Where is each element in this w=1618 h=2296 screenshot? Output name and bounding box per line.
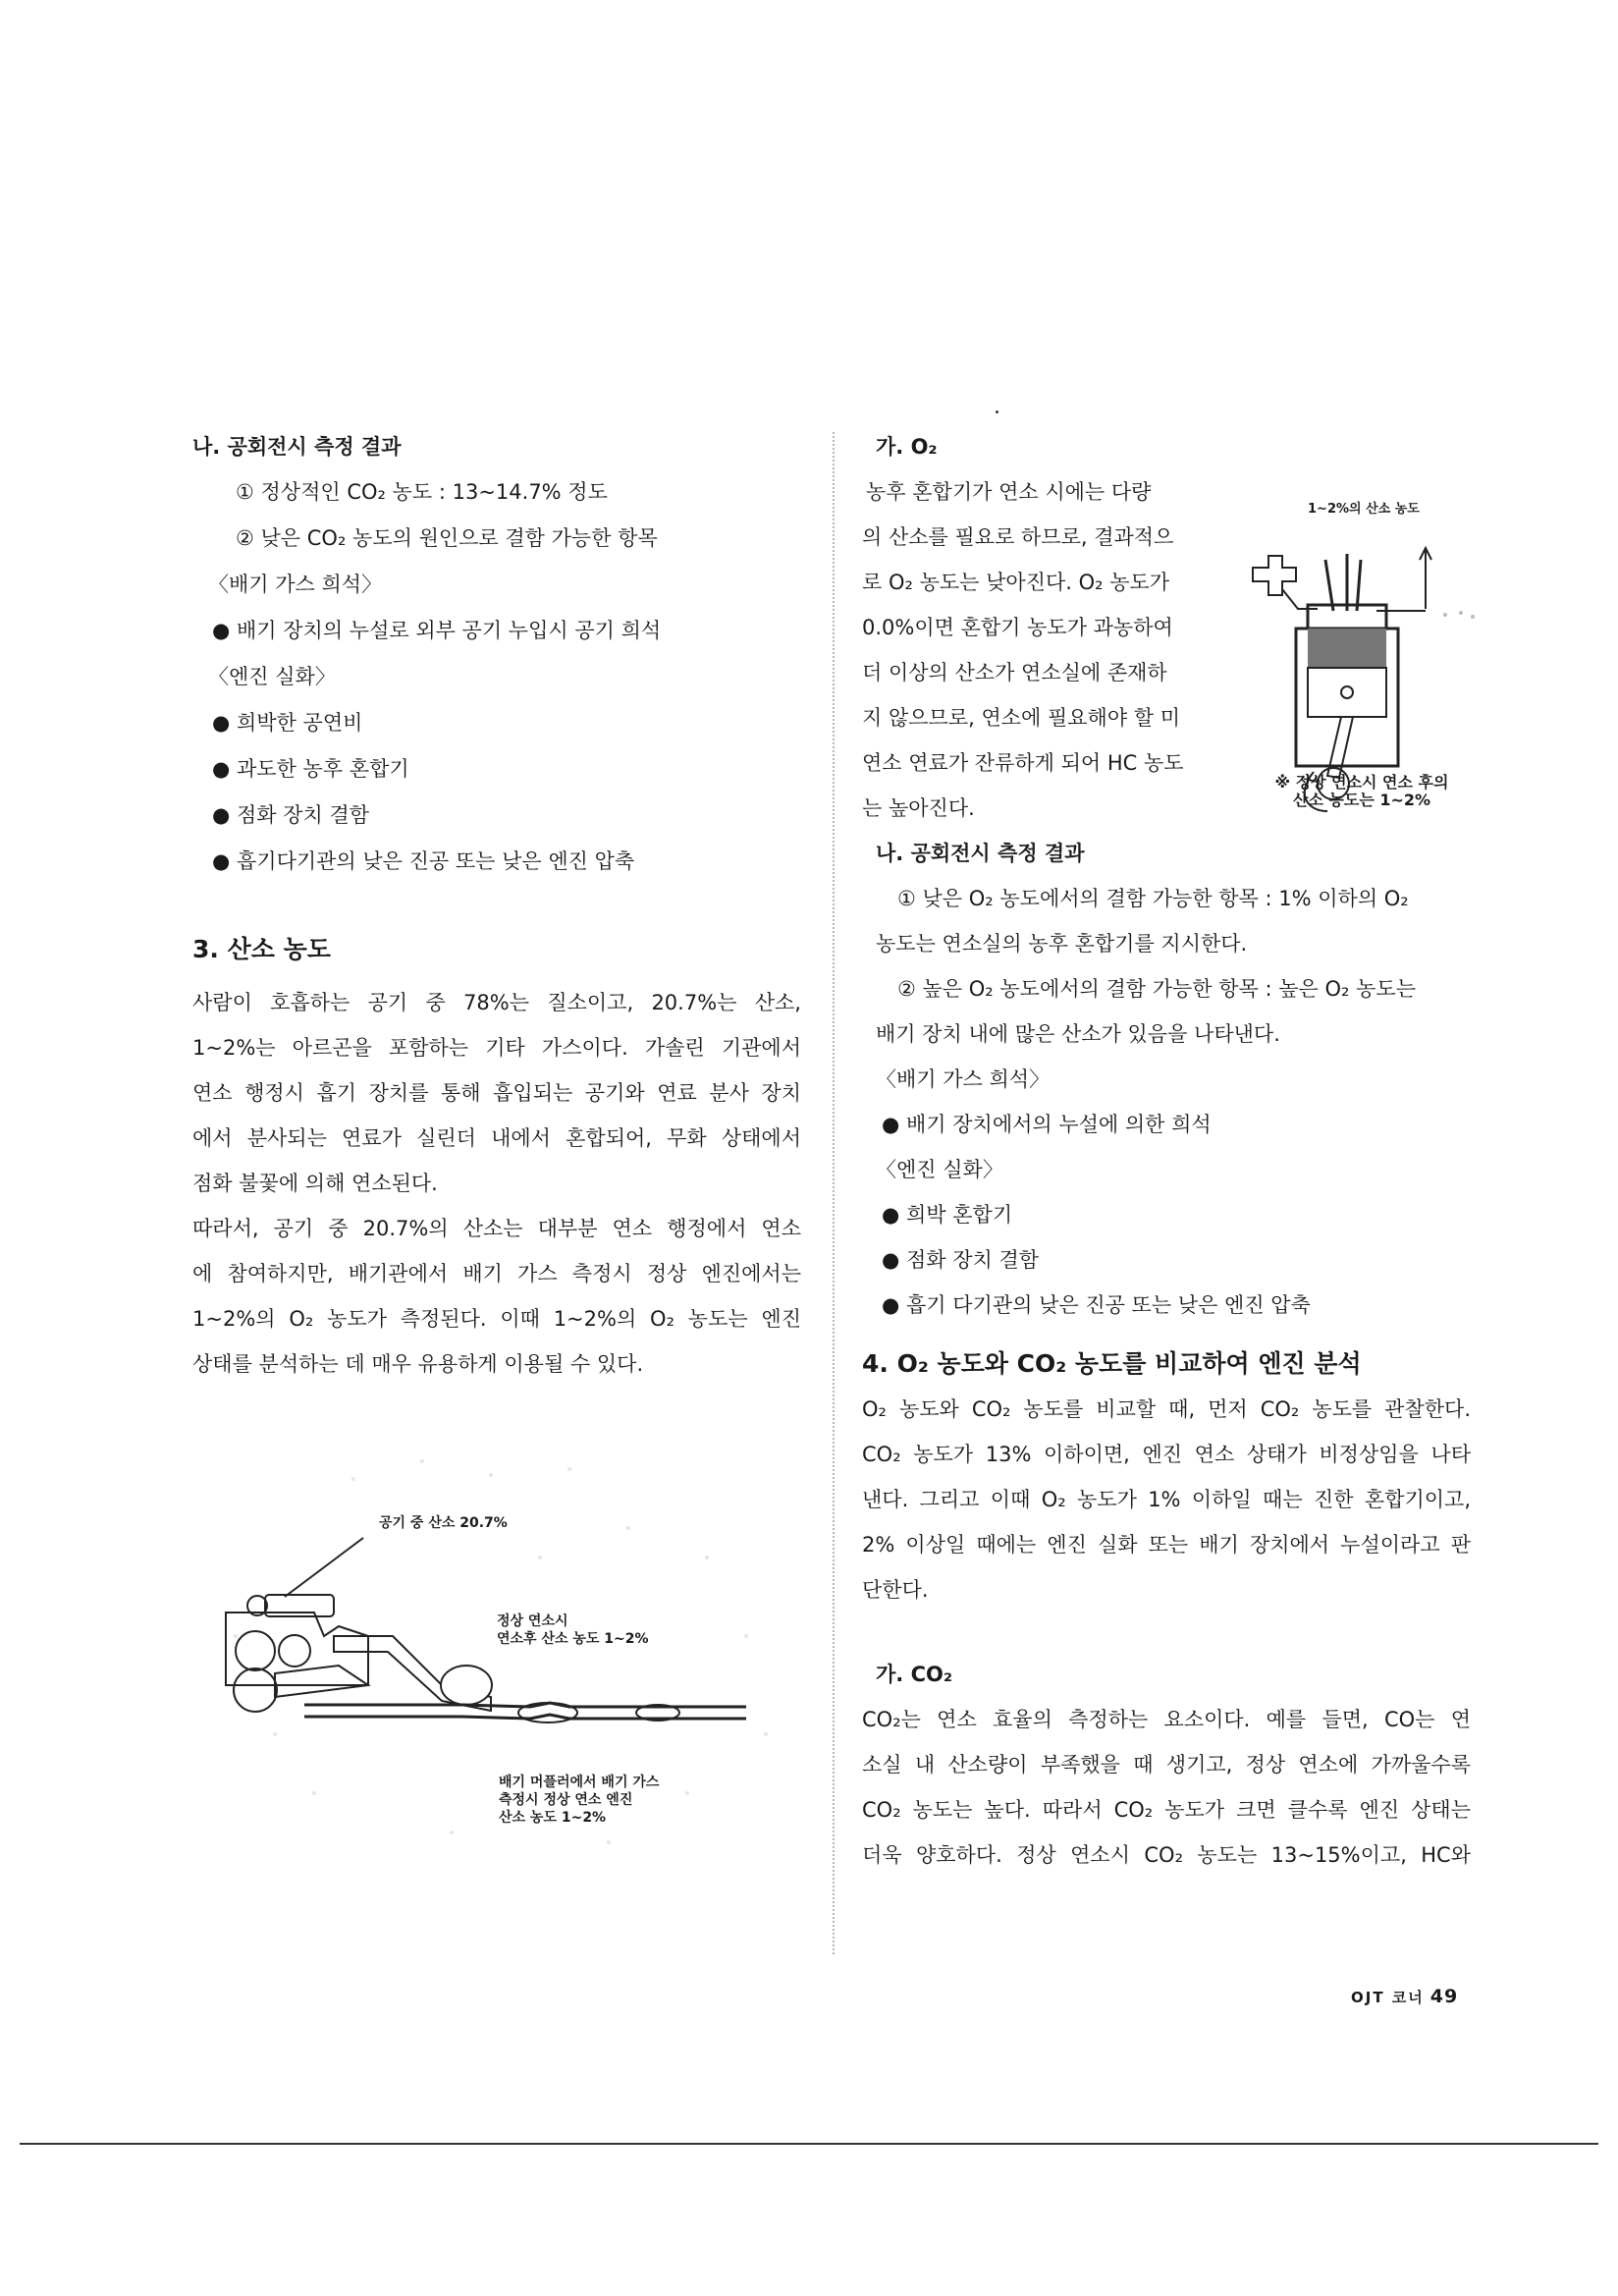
paragraph-line: 사람이 호흡하는 공기 중 78%는 질소이고, 20.7%는 산소,	[192, 991, 801, 1014]
group-exhaust-right: 〈배기 가스 희석〉	[876, 1067, 1051, 1091]
paragraph-line: 1~2%의 O₂ 농도가 측정된다. 이때 1~2%의 O₂ 농도는 엔진	[192, 1307, 801, 1331]
paragraph-line: 1~2%는 아르곤을 포함하는 기타 가스이다. 가솔린 기관에서	[192, 1036, 801, 1060]
ga-line: 의 산소를 필요로 하므로, 결과적으	[862, 525, 1174, 549]
corner-label: OJT 코너	[1351, 1989, 1425, 2006]
group-misfire-right: 〈엔진 실화〉	[876, 1158, 1003, 1181]
paragraph-line: 소실 내 산소량이 부족했을 때 생기고, 정상 연소에 가까울수록	[862, 1753, 1471, 1777]
bullet-exhaust: ● 배기 장치의 누설로 외부 공기 누입시 공기 희석	[212, 619, 662, 642]
bullet-misfire: ● 흡기다기관의 낮은 진공 또는 낮은 엔진 압축	[212, 849, 635, 873]
item-1: ① 정상적인 CO₂ 농도 : 13~14.7% 정도	[236, 480, 608, 504]
ga-line: 연소 연료가 잔류하게 되어 HC 농도	[862, 751, 1184, 775]
paragraph-line: O₂ 농도와 CO₂ 농도를 비교할 때, 먼저 CO₂ 농도를 관찰한다.	[862, 1397, 1471, 1421]
bullet-misfire: ● 과도한 농후 혼합기	[212, 757, 409, 781]
ga-line: 지 않으므로, 연소에 필요해야 할 미	[862, 706, 1181, 730]
section-4-title: 4. O₂ 농도와 CO₂ 농도를 비교하여 엔진 분석	[862, 1349, 1362, 1378]
paragraph-line: 점화 불꽃에 의해 연소된다.	[192, 1172, 438, 1195]
group-exhaust: 〈배기 가스 희석〉	[208, 573, 383, 596]
item-2-line: 배기 장치 내에 많은 산소가 있음을 나타낸다.	[876, 1022, 1280, 1046]
figure-label-muffler: 배기 머플러에서 배기 가스 측정시 정상 연소 엔진 산소 농도 1~2%	[499, 1775, 660, 1826]
paragraph-line: 따라서, 공기 중 20.7%의 산소는 대부분 연소 행정에서 연소	[192, 1217, 801, 1240]
exhaust-system-figure	[196, 1440, 805, 1872]
paragraph-line: CO₂는 연소 효율의 측정하는 요소이다. 예를 들면, CO는 연	[862, 1708, 1471, 1731]
paragraph-line: 연소 행정시 흡기 장치를 통해 흡입되는 공기와 연료 분사 장치	[192, 1081, 801, 1105]
bullet-misfire-right: ● 희박 혼합기	[882, 1203, 1013, 1227]
ga-line: 농후 혼합기가 연소 시에는 다량	[866, 480, 1152, 504]
paragraph-line: 단한다.	[862, 1578, 929, 1602]
item-2-line: ② 높은 O₂ 농도에서의 결함 가능한 항목 : 높은 O₂ 농도는	[897, 977, 1416, 1001]
cylinder-illustration	[1239, 520, 1484, 815]
figure-caption: ※ 정상 연소시 연소 후의 산소 농도는 1~2%	[1274, 773, 1449, 809]
paragraph-line: CO₂ 농도가 13% 이하이면, 엔진 연소 상태가 비정상임을 나타	[862, 1443, 1471, 1466]
group-misfire: 〈엔진 실화〉	[208, 665, 336, 688]
page-number: 49	[1429, 1986, 1459, 2007]
ga-line: 는 높아진다.	[862, 796, 975, 820]
paragraph-line: 상태를 분석하는 데 매우 유용하게 이용될 수 있다.	[192, 1352, 644, 1376]
ga-line: 더 이상의 산소가 연소실에 존재하	[862, 661, 1167, 684]
paragraph-line: 낸다. 그리고 이때 O₂ 농도가 1% 이하일 때는 진한 혼합기이고,	[862, 1488, 1471, 1511]
bottom-rule	[20, 2143, 1598, 2145]
ga-line: 로 O₂ 농도는 낮아진다. O₂ 농도가	[862, 571, 1170, 594]
bullet-misfire-right: ● 점화 장치 결함	[882, 1248, 1040, 1272]
figure-label-top: 1~2%의 산소 농도	[1308, 502, 1420, 517]
paragraph-line: 2% 이상일 때에는 엔진 실화 또는 배기 장치에서 누설이라고 판	[862, 1533, 1471, 1557]
section-ga-title: 가. O₂	[876, 435, 938, 459]
column-divider	[833, 432, 835, 1954]
section-na-title-right: 나. 공회전시 측정 결과	[876, 842, 1085, 865]
item-2: ② 낮은 CO₂ 농도의 원인으로 결함 가능한 항목	[236, 526, 658, 550]
ga-line: 0.0%이면 혼합기 농도가 과농하여	[862, 616, 1173, 639]
bullet-misfire: ● 희박한 공연비	[212, 711, 363, 735]
bullet-misfire: ● 점화 장치 결함	[212, 803, 370, 827]
item-1-line: 농도는 연소실의 농후 혼합기를 지시한다.	[876, 932, 1248, 956]
figure-label-combustion: 정상 연소시 연소후 산소 농도 1~2%	[497, 1613, 649, 1647]
item-1-line: ① 낮은 O₂ 농도에서의 결함 가능한 항목 : 1% 이하의 O₂	[897, 887, 1409, 910]
bullet-exhaust-right: ● 배기 장치에서의 누설에 의한 희석	[882, 1113, 1212, 1136]
section-ga2-title: 가. CO₂	[876, 1663, 953, 1686]
section-na-title: 나. 공회전시 측정 결과	[192, 435, 402, 459]
cylinder-figure	[1239, 491, 1484, 835]
paragraph-line: CO₂ 농도는 높다. 따라서 CO₂ 농도가 크면 클수록 엔진 상태는	[862, 1798, 1471, 1822]
page-footer	[1351, 1986, 1458, 2007]
paragraph-line: 에서 분사되는 연료가 실린더 내에서 혼합되어, 무화 상태에서	[192, 1126, 801, 1150]
figure-label-air: 공기 중 산소 20.7%	[379, 1515, 508, 1531]
paragraph-line: 더욱 양호하다. 정상 연소시 CO₂ 농도는 13~15%이고, HC와	[862, 1843, 1471, 1867]
paragraph-line: 에 참여하지만, 배기관에서 배기 가스 측정시 정상 엔진에서는	[192, 1262, 801, 1285]
bullet-misfire-right: ● 흡기 다기관의 낮은 진공 또는 낮은 엔진 압축	[882, 1293, 1311, 1317]
ink-speck	[996, 410, 998, 413]
section-3-title: 3. 산소 농도	[192, 935, 331, 963]
